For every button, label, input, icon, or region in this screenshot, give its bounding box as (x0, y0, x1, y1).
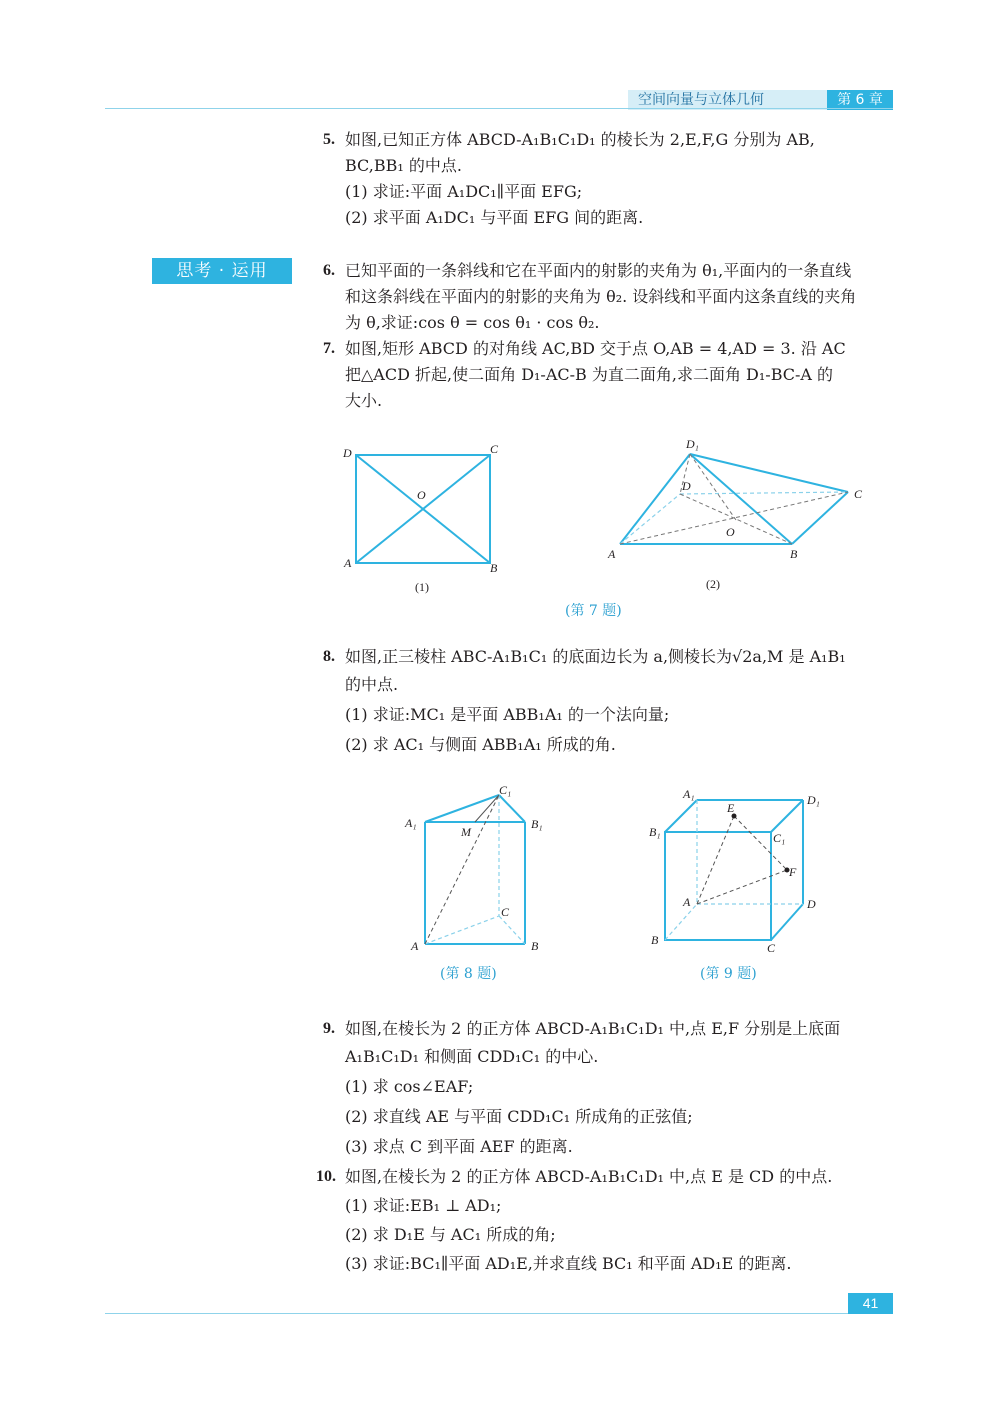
label-d1: D₁ (686, 437, 699, 451)
problem-text: 为 θ,求证:cos θ = cos θ₁ · cos θ₂. (345, 313, 600, 332)
problem-text: (2) 求直线 AE 与平面 CDD₁C₁ 所成角的正弦值; (345, 1107, 693, 1126)
line-db (680, 494, 792, 544)
label-c1: C₁ (499, 783, 512, 797)
problem-text: 如图,矩形 ABCD 的对角线 AC,BD 交于点 O,AB = 4,AD = 3. 沿 AC (345, 339, 846, 358)
edge-cd (771, 904, 803, 940)
page-number: 41 (848, 1293, 893, 1314)
problem-text: (2) 求平面 A₁DC₁ 与平面 EFG 间的距离. (345, 208, 644, 227)
problem-number: 7. (323, 340, 335, 357)
edge-c1b1 (499, 795, 525, 822)
problem-text: A₁B₁C₁D₁ 和侧面 CDD₁C₁ 的中心. (345, 1047, 599, 1066)
edge-ac (425, 916, 499, 944)
problem-number: 6. (323, 262, 335, 279)
label-a: A (411, 939, 419, 953)
chapter-badge: 第 6 章 (827, 90, 893, 110)
problem-number: 5. (323, 131, 335, 148)
figure-caption: (第 9 题) (700, 966, 757, 982)
problem-text: (1) 求 cos∠EAF; (345, 1077, 474, 1096)
label-c: C (501, 905, 510, 919)
footer-rule (105, 1313, 893, 1314)
label-b1: B₁ (531, 817, 543, 831)
label-c: C (854, 487, 863, 501)
problem-text: 大小. (345, 391, 383, 410)
figure-caption: (第 8 题) (440, 966, 497, 982)
label-f: F (789, 865, 797, 879)
label-o: O (726, 525, 735, 539)
label-o: O (417, 488, 426, 502)
problem-text: 如图,已知正方体 ABCD-A₁B₁C₁D₁ 的棱长为 2,E,F,G 分别为 AB, (345, 130, 815, 149)
label-d: D (343, 446, 352, 460)
problem-number: 8. (323, 648, 335, 665)
problem-text: BC,BB₁ 的中点. (345, 156, 462, 175)
edge-bc (792, 492, 848, 544)
section-title: 空间向量与立体几何 (638, 92, 764, 108)
label-c: C (767, 941, 776, 955)
label-a1: A₁ (683, 787, 695, 801)
label-b: B (651, 933, 659, 947)
edge-c1d1 (771, 800, 803, 832)
problem-text: 如图,正三棱柱 ABC-A₁B₁C₁ 的底面边长为 a,侧棱长为√2a,M 是 A₁B₁ (345, 647, 846, 666)
edge-ab (665, 904, 697, 940)
edge-ad1 (620, 454, 690, 544)
figure-sublabel: (1) (415, 580, 429, 594)
label-b1: B₁ (649, 825, 661, 839)
edge-d1b (690, 454, 792, 544)
figure-7-2 (600, 432, 880, 597)
label-b: B (490, 561, 498, 575)
label-m: M (461, 825, 471, 839)
problem-text: (1) 求证:MC₁ 是平面 ABB₁A₁ 的一个法向量; (345, 705, 670, 724)
section-tag: 思考 · 运用 (152, 258, 292, 284)
label-d: D (682, 479, 691, 493)
figure-9 (645, 782, 835, 957)
label-e: E (727, 801, 735, 815)
problem-text: 把△ACD 折起,使二面角 D₁-AC-B 为直二面角,求二面角 D₁-BC-A 的 (345, 365, 834, 384)
edge-b1a1 (665, 800, 697, 832)
problem-text: (2) 求 AC₁ 与侧面 ABB₁A₁ 所成的角. (345, 735, 616, 754)
figure-sublabel: (2) (706, 577, 720, 591)
edge-cb (499, 916, 525, 944)
line-ae (697, 816, 734, 904)
edge-d1c (690, 454, 848, 492)
problem-text: 如图,在棱长为 2 的正方体 ABCD-A₁B₁C₁D₁ 中,点 E 是 CD 的中点. (345, 1167, 833, 1186)
edge-ad (620, 494, 680, 544)
problem-number: 9. (323, 1020, 335, 1037)
figure-8 (395, 780, 565, 960)
header-rule (105, 108, 893, 109)
edge-dc (680, 492, 848, 494)
figure-caption: (第 7 题) (565, 603, 622, 619)
problem-text: (1) 求证:EB₁ ⊥ AD₁; (345, 1196, 502, 1215)
problem-text: 如图,在棱长为 2 的正方体 ABCD-A₁B₁C₁D₁ 中,点 E,F 分别是上底面 (345, 1019, 841, 1038)
label-a: A (608, 547, 616, 561)
label-a: A (344, 556, 352, 570)
line-af (697, 870, 787, 904)
front-face (665, 832, 771, 940)
label-b: B (531, 939, 539, 953)
label-d: D (807, 897, 816, 911)
problem-text: (3) 求点 C 到平面 AEF 的距离. (345, 1137, 573, 1156)
problem-text: 的中点. (345, 675, 399, 694)
problem-number: 10. (316, 1168, 336, 1185)
problem-text: 和这条斜线在平面内的射影的夹角为 θ₂. 设斜线和平面内这条直线的夹角 (345, 287, 857, 306)
problem-text: 已知平面的一条斜线和它在平面内的射影的夹角为 θ₁,平面内的一条直线 (345, 261, 852, 280)
problem-text: (3) 求证:BC₁∥平面 AD₁E,并求直线 BC₁ 和平面 AD₁E 的距离. (345, 1254, 792, 1273)
label-a1: A₁ (405, 816, 417, 830)
label-d1: D₁ (807, 793, 820, 807)
problem-text: (2) 求 D₁E 与 AC₁ 所成的角; (345, 1225, 556, 1244)
label-c: C (490, 442, 499, 456)
label-a: A (683, 895, 691, 909)
label-c1: C₁ (773, 831, 786, 845)
problem-text: (1) 求证:平面 A₁DC₁∥平面 EFG; (345, 182, 583, 201)
label-b: B (790, 547, 798, 561)
figure-7-1 (335, 435, 515, 595)
